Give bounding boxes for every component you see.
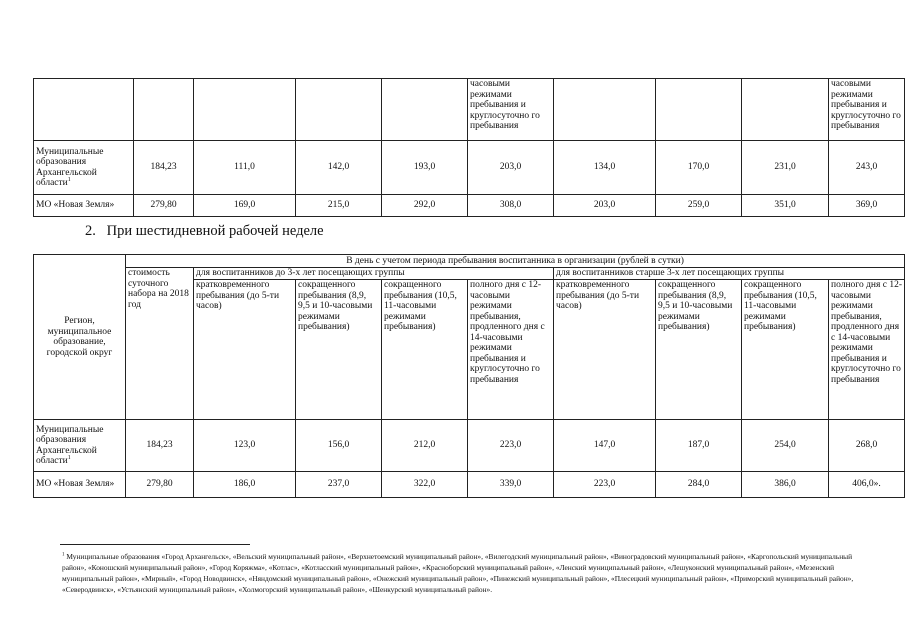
value-cell: 406,0».	[829, 472, 905, 498]
header-row-continued	[34, 79, 905, 141]
region-cell: МО «Новая Земля»	[34, 472, 126, 498]
value-cell: 223,0	[554, 472, 656, 498]
value-cell: 184,23	[126, 420, 194, 472]
value-cell: 322,0	[382, 472, 468, 498]
value-cell: 339,0	[468, 472, 554, 498]
value-cell: 134,0	[554, 141, 656, 195]
value-cell: 268,0	[829, 420, 905, 472]
top-header-cell: В день с учетом периода пребывания воспитанника в организации (рублей в сутки)	[126, 255, 905, 268]
tariff-table-six-day-week	[33, 254, 905, 498]
value-cell: 142,0	[296, 141, 382, 195]
sub-header-cell: сокращенного пребывания (8,9, 9,5 и 10-часовыми режимами пребывания)	[656, 280, 742, 420]
header-row	[34, 255, 905, 268]
value-cell: 111,0	[194, 141, 296, 195]
empty-cell	[34, 79, 134, 141]
value-cell: 279,80	[134, 195, 194, 217]
table-row	[34, 472, 905, 498]
section-heading	[85, 223, 324, 239]
footnote-mark: 1	[62, 552, 65, 558]
sub-header-cell: полного дня с 12-часовыми режимами пребывания, продленного дня с 14-часовыми режимами пребывания и круглосуточно го пребывания	[468, 280, 554, 420]
sub-header-cell: кратковременного пребывания (до 5-ти часов)	[554, 280, 656, 420]
value-cell: 123,0	[194, 420, 296, 472]
value-cell: 386,0	[742, 472, 829, 498]
table-row	[34, 141, 905, 195]
value-cell: 292,0	[382, 195, 468, 217]
value-cell: 156,0	[296, 420, 382, 472]
value-cell: 308,0	[468, 195, 554, 217]
value-cell: 212,0	[382, 420, 468, 472]
value-cell: 187,0	[656, 420, 742, 472]
value-cell: 351,0	[742, 195, 829, 217]
region-cell: Муниципальные образования Архангельской области$^1$	[34, 141, 134, 195]
value-cell: 284,0	[656, 472, 742, 498]
region-header-cell: Регион, муниципальное образование, городской округ	[34, 255, 126, 420]
value-cell: 279,80	[126, 472, 194, 498]
value-cell: 259,0	[656, 195, 742, 217]
group-header-over3: для воспитанников старше 3-х лет посещающих группы	[554, 268, 905, 280]
empty-cell	[194, 79, 296, 141]
region-cell: МО «Новая Земля»	[34, 195, 134, 217]
empty-cell	[134, 79, 194, 141]
section-number: 2.	[85, 223, 96, 239]
value-cell: 369,0	[829, 195, 905, 217]
empty-cell	[382, 79, 468, 141]
header-cell-full-day-over3: часовыми режимами пребывания и круглосуточно го пребывания	[829, 79, 905, 141]
empty-cell	[296, 79, 382, 141]
value-cell: 223,0	[468, 420, 554, 472]
tariff-table-continued	[33, 78, 905, 217]
value-cell: 254,0	[742, 420, 829, 472]
empty-cell	[656, 79, 742, 141]
header-row	[34, 268, 905, 280]
value-cell: 184,23	[134, 141, 194, 195]
value-cell: 169,0	[194, 195, 296, 217]
value-cell: 186,0	[194, 472, 296, 498]
footnote	[62, 551, 872, 595]
value-cell: 243,0	[829, 141, 905, 195]
sub-header-cell: кратковременного пребывания (до 5-ти часов)	[194, 280, 296, 420]
table-row	[34, 420, 905, 472]
table-row	[34, 195, 905, 217]
header-cell-full-day-under3: часовыми режимами пребывания и круглосуточно го пребывания	[468, 79, 554, 141]
value-cell: 203,0	[554, 195, 656, 217]
value-cell: 147,0	[554, 420, 656, 472]
sub-header-cell: сокращенного пребывания (10,5, 11-часовыми режимами пребывания)	[382, 280, 468, 420]
sub-header-cell: полного дня с 12-часовыми режимами пребывания, продленного дня с 14-часовыми режимами пребывания и круглосуточно го пребывания	[829, 280, 905, 420]
value-cell: 231,0	[742, 141, 829, 195]
cost-header-cell: стоимость суточного набора на 2018 год	[126, 268, 194, 420]
section-title: При шестидневной рабочей неделе	[106, 223, 324, 239]
sub-header-cell: сокращенного пребывания (10,5, 11-часовыми режимами пребывания)	[742, 280, 829, 420]
value-cell: 203,0	[468, 141, 554, 195]
value-cell: 193,0	[382, 141, 468, 195]
group-header-under3: для воспитанников до 3-х лет посещающих группы	[194, 268, 554, 280]
value-cell: 170,0	[656, 141, 742, 195]
empty-cell	[742, 79, 829, 141]
footnote-text: Муниципальные образования «Город Архангельск», «Вельский муниципальный район», «Верхнетоемский муниципальный район», «Вилегодский муниципальный район», «Виноградовский муниципальный район», «Каргопольский муниципальный район», «Коношский муниципальный район», «Город Коряжма», «Котлас», «Котласский муниципальный район», «Красноборский муниципальный район», «Ленский муниципальный район», «Лешуконский муниципальный район», «Мезенский муниципальный район», «Мирный», «Город Новодвинск», «Няндомский муниципальный район», «Онежский муниципальный район», «Пинежский муниципальный район», «Плесецкий муниципальный район», «Приморский муниципальный район», «Северодвинск», «Устьянский муниципальный район», «Холмогорский муниципальный район», «Шенкурский муниципальный район».	[62, 552, 854, 594]
sub-header-cell: сокращенного пребывания (8,9, 9,5 и 10-часовыми режимами пребывания)	[296, 280, 382, 420]
value-cell: 237,0	[296, 472, 382, 498]
empty-cell	[554, 79, 656, 141]
value-cell: 215,0	[296, 195, 382, 217]
footnote-separator	[60, 544, 250, 545]
region-cell: Муниципальные образования Архангельской области$^1$	[34, 420, 126, 472]
